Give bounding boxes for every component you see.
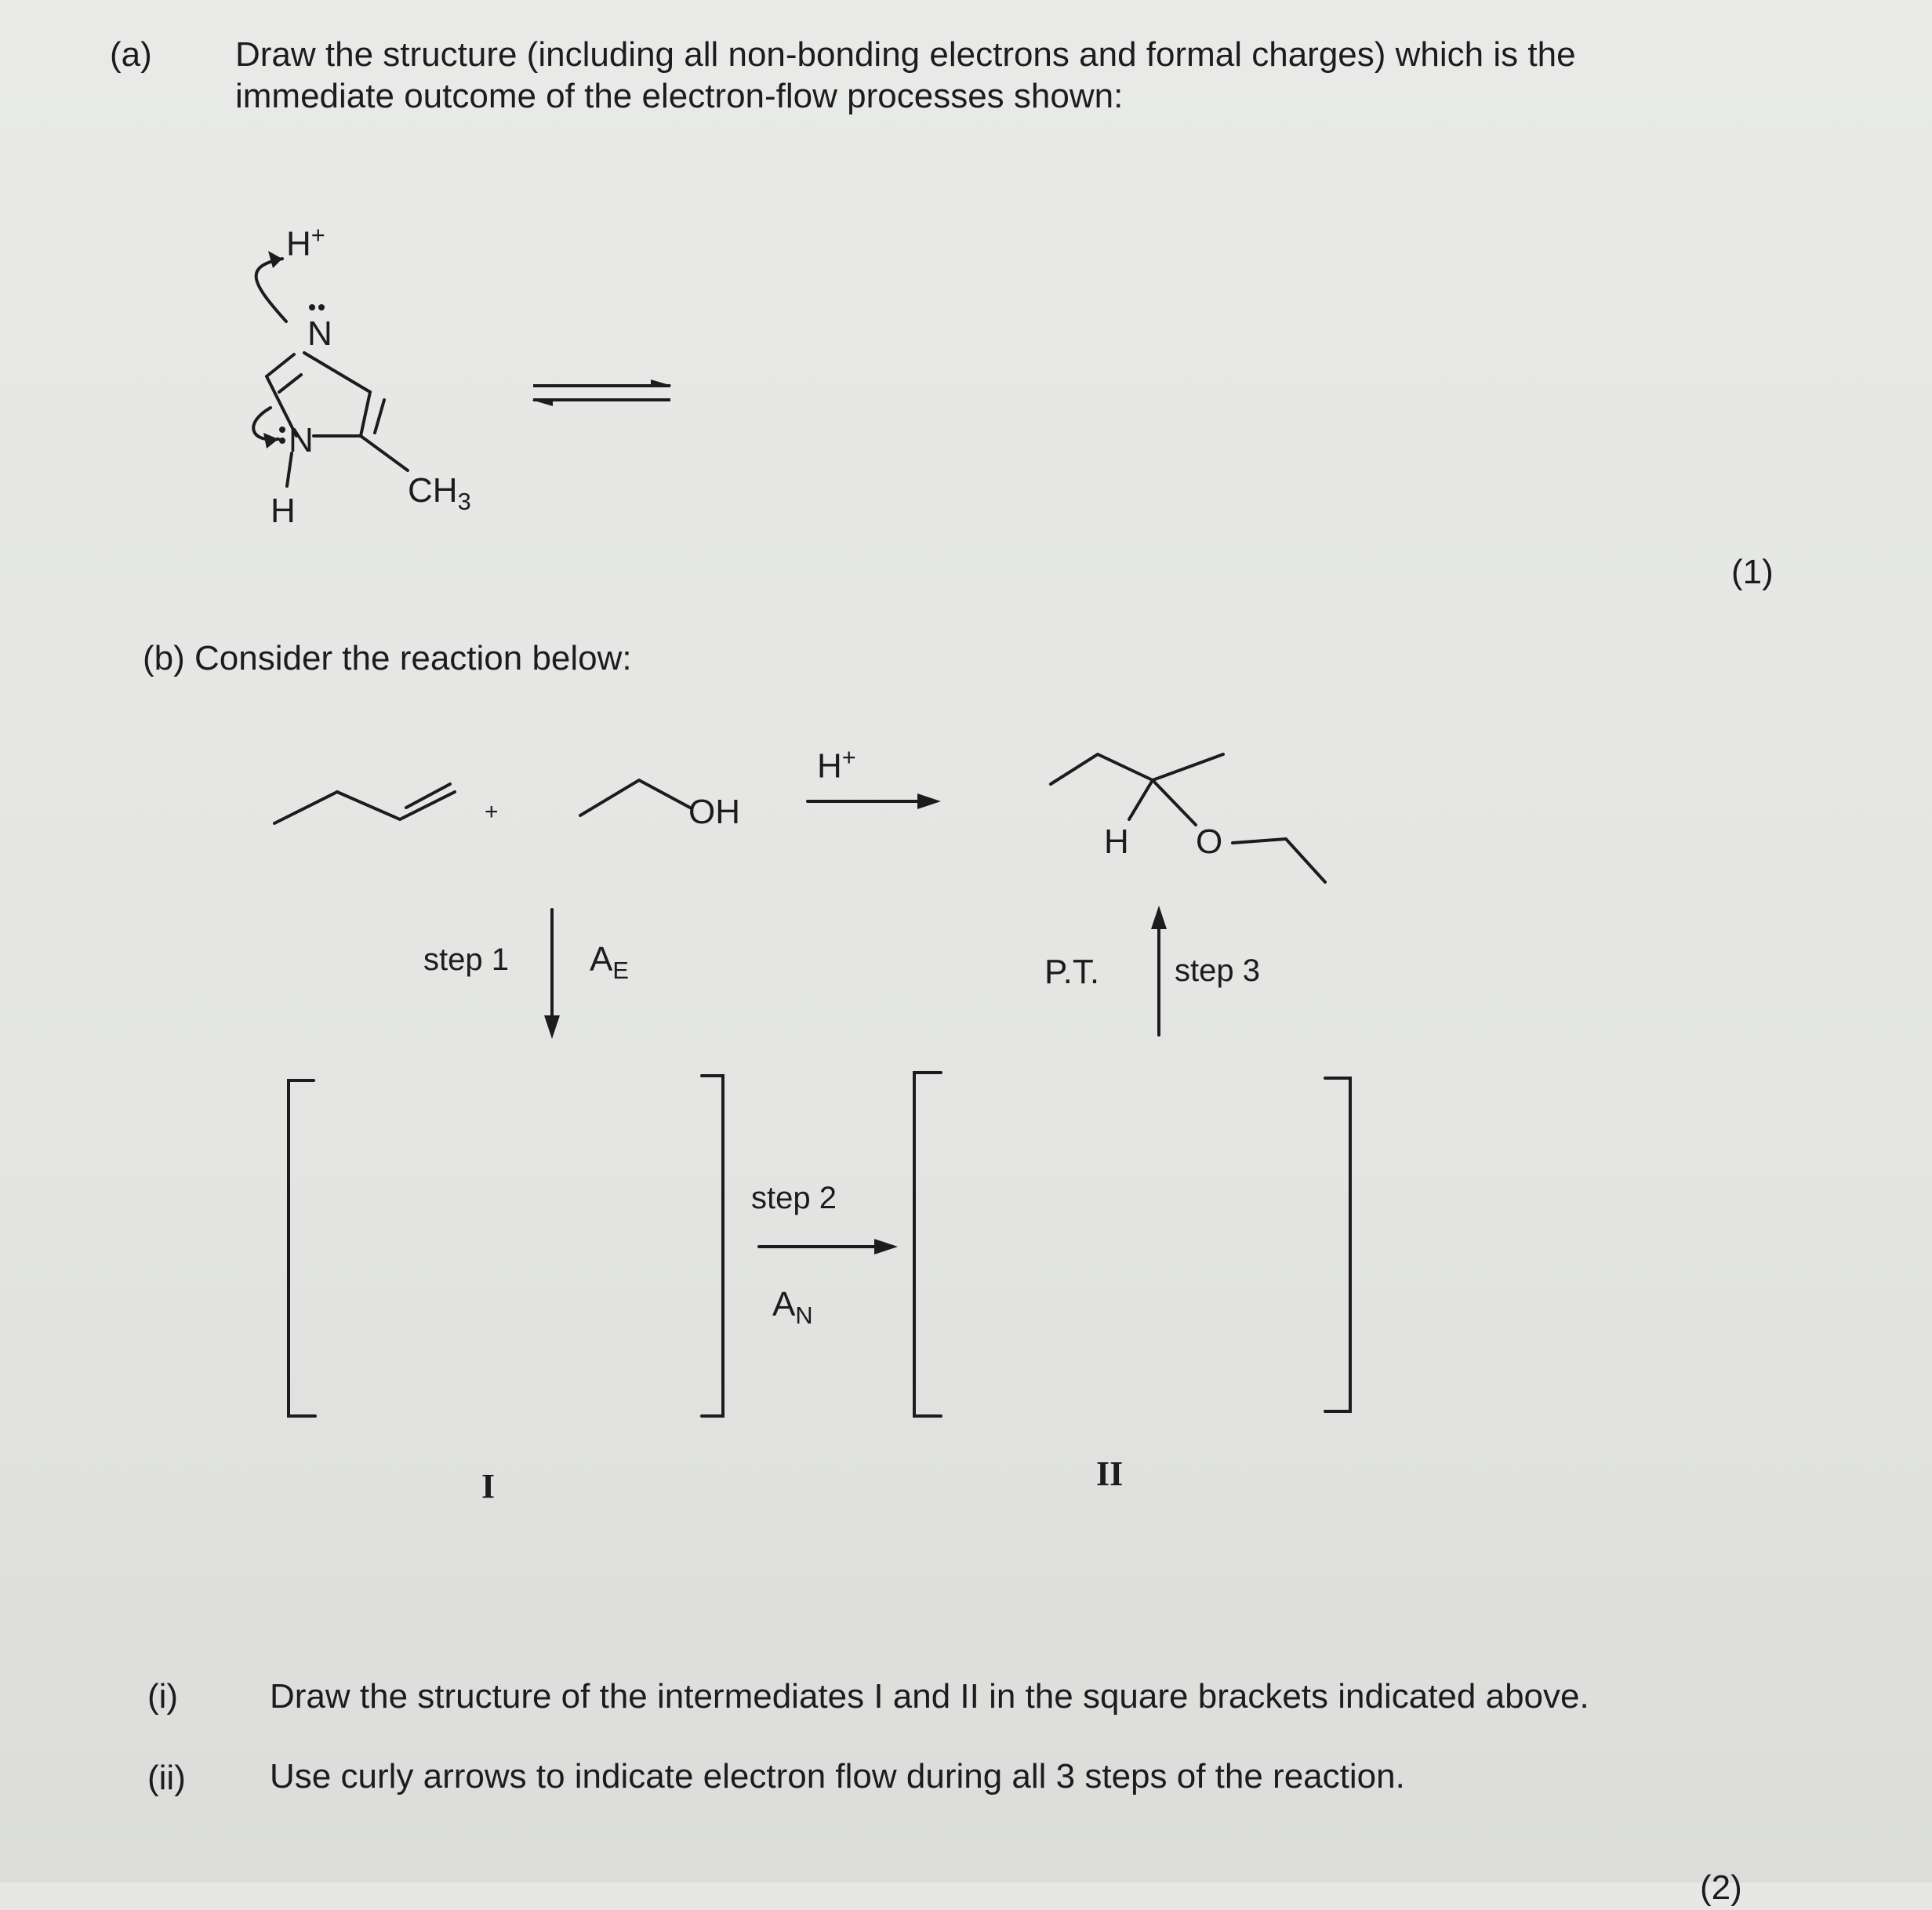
plus-sign: + bbox=[485, 799, 499, 825]
ethanol-skeleton bbox=[580, 780, 690, 815]
imidazole-n-bottom: N bbox=[289, 421, 314, 459]
intermediate-1-label: I bbox=[481, 1467, 496, 1505]
product-h: H bbox=[1104, 822, 1129, 861]
step3-type: P.T. bbox=[1044, 953, 1100, 991]
step2-label: step 2 bbox=[751, 1181, 837, 1215]
intermediate-2-label: II bbox=[1096, 1454, 1124, 1493]
step3-label: step 3 bbox=[1175, 953, 1260, 988]
part-a-marks: (1) bbox=[1731, 553, 1774, 591]
product-skeleton bbox=[1051, 754, 1223, 784]
imidazole-n-top: N bbox=[307, 314, 332, 353]
part-b-intro: (b) Consider the reaction below: bbox=[143, 639, 632, 677]
step2-type: $A_N$ bbox=[772, 1285, 813, 1329]
bracket-1-right bbox=[702, 1076, 723, 1416]
proton-label: H+ bbox=[286, 221, 325, 263]
reagent-oh: OH bbox=[688, 793, 740, 831]
bracket-2-right bbox=[1325, 1078, 1350, 1411]
sub-question-i-text: Draw the structure of the intermediates I and II in the square brackets indicated above. bbox=[270, 1677, 1589, 1716]
imidazole-n-h: H bbox=[271, 492, 296, 530]
sub-question-i-label: (i) bbox=[147, 1677, 179, 1716]
part-b-marks: (2) bbox=[1700, 1868, 1742, 1907]
part-a-question-line1: Draw the structure (including all non-bonding electrons and formal charges) which is the bbox=[235, 35, 1576, 74]
bracket-2-left bbox=[914, 1073, 941, 1416]
step1-type: $A_E$ bbox=[590, 940, 629, 984]
step1-label: step 1 bbox=[423, 942, 509, 977]
part-a-label: (a) bbox=[110, 35, 152, 74]
sub-question-ii-label: (ii) bbox=[147, 1759, 186, 1797]
methyl-group: $CH_3$ bbox=[408, 471, 471, 515]
part-a-question-line2: immediate outcome of the electron-flow processes shown: bbox=[235, 77, 1124, 115]
sub-question-ii-text: Use curly arrows to indicate electron flow during all 3 steps of the reaction. bbox=[270, 1757, 1405, 1796]
product-o: O bbox=[1196, 822, 1223, 861]
bracket-1-left bbox=[289, 1080, 315, 1416]
acid-catalyst: H+ bbox=[817, 743, 856, 786]
